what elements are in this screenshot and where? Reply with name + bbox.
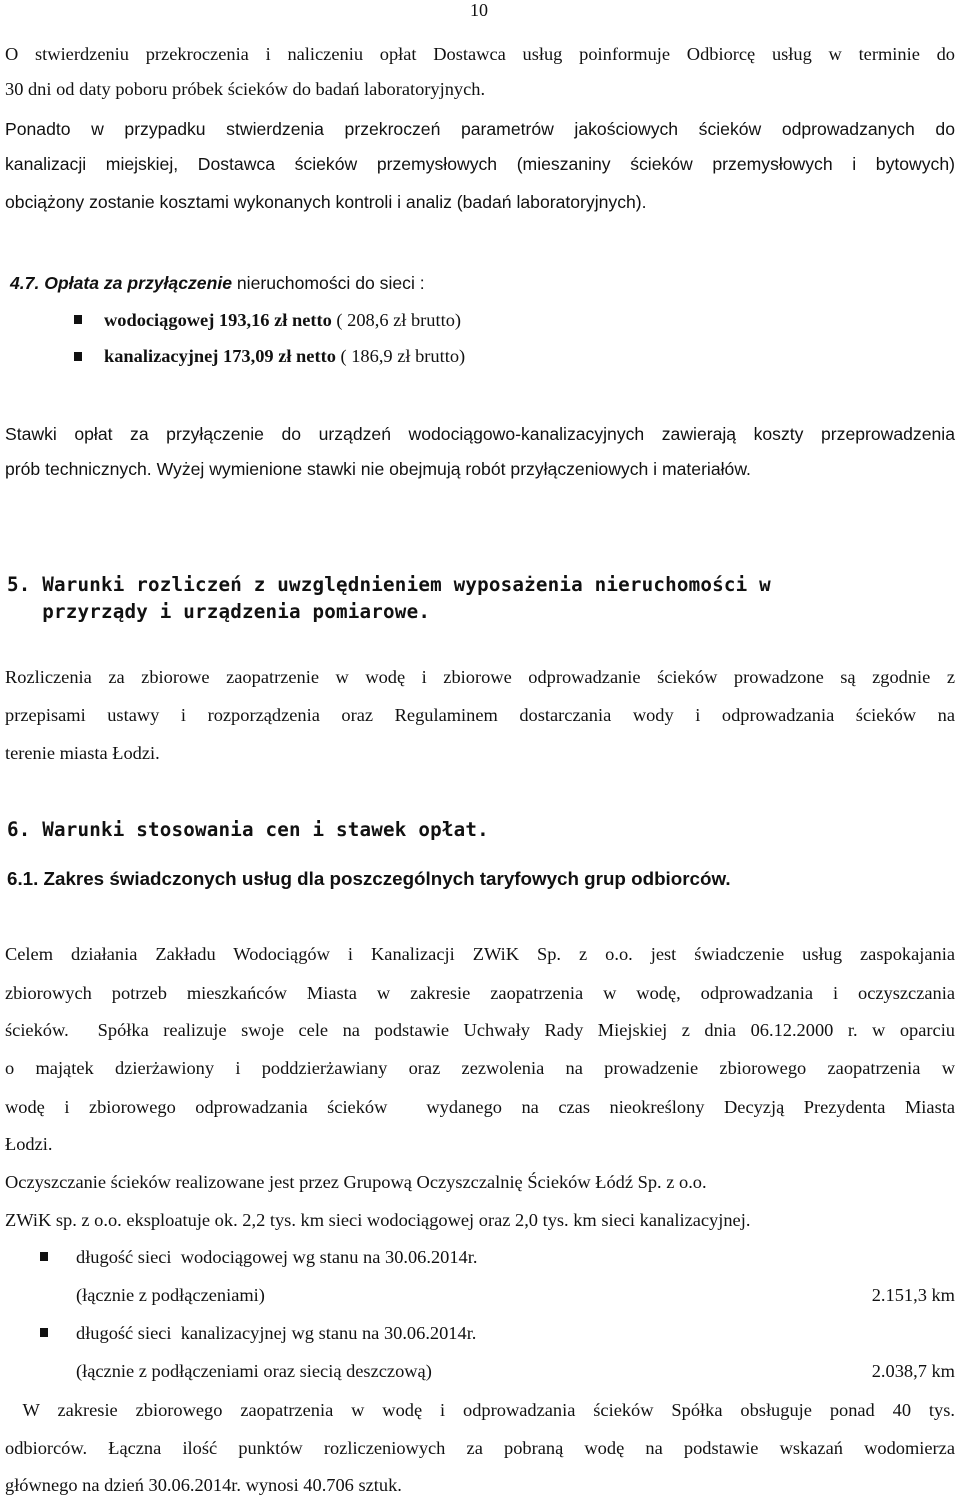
section-4-7-number: 4.7. — [10, 273, 40, 293]
paragraph-4-line-2: przepisami ustawy i rozporządzenia oraz Regulaminem dostarczania wody i odprowadzania ścieków na — [5, 705, 955, 725]
fee-sewer-gross: ( 186,9 zł brutto) — [340, 346, 466, 366]
paragraph-8-line-1: W zakresie zbiorowego zaopatrzenia w wodę i odprowadzania ścieków Spółka obsługuje ponad 40 tys. — [5, 1400, 955, 1420]
paragraph-2-line-3: obciążony zostanie kosztami wykonanych kontroli i analiz (badań laboratoryjnych). — [5, 192, 647, 212]
paragraph-3-line-2: prób technicznych. Wyżej wymienione stawki nie obejmują robót przyłączeniowych i materiałów. — [5, 459, 751, 479]
section-5-heading-line-2: przyrządy i urządzenia pomiarowe. — [7, 600, 431, 623]
section-6-1-heading: 6.1. Zakres świadczonych usług dla poszczególnych taryfowych grup odbiorców. — [7, 868, 731, 889]
bullet-icon — [74, 315, 82, 324]
paragraph-8-line-3: głównego na dzień 30.06.2014r. wynosi 40.706 sztuk. — [5, 1475, 402, 1495]
bullet-icon — [40, 1328, 48, 1337]
paragraph-5-line-6: Łodzi. — [5, 1134, 53, 1154]
list-item-water-label: długość sieci wodociągowej wg stanu na 30.06.2014r. — [76, 1247, 478, 1267]
section-4-7-rest: nieruchomości do sieci : — [236, 273, 425, 293]
paragraph-5-line-5: wodę i zbiorowego odprowadzania ścieków wydanego na czas nieokreślony Decyzją Prezydenta Miasta — [5, 1097, 955, 1117]
section-6-heading: 6. Warunki stosowania cen i stawek opłat. — [7, 818, 489, 841]
paragraph-2-line-1: Ponadto w przypadku stwierdzenia przekroczeń parametrów jakościowych ścieków odprowadzanych do — [5, 119, 955, 139]
list-item-water-sub: (łącznie z podłączeniami) — [76, 1285, 265, 1305]
fee-water-item — [104, 309, 461, 331]
paragraph-4-line-3: terenie miasta Łodzi. — [5, 743, 160, 763]
list-item-sewer-sub: (łącznie z podłączeniami oraz siecią deszczową) — [76, 1361, 432, 1381]
paragraph-8-line-2: odbiorców. Łączna ilość punktów rozliczeniowych za pobraną wodę na podstawie wskazań wodomierza — [5, 1438, 955, 1458]
fee-sewer-net: kanalizacyjnej 173,09 zł netto — [104, 346, 336, 366]
paragraph-4-line-1: Rozliczenia za zbiorowe zaopatrzenie w wodę i zbiorowe odprowadzanie ścieków prowadzone są zgodnie z — [5, 667, 955, 687]
list-item-sewer-label: długość sieci kanalizacyjnej wg stanu na 30.06.2014r. — [76, 1323, 477, 1343]
fee-water-net: wodociągowej 193,16 zł netto — [104, 310, 332, 330]
paragraph-3-line-1: Stawki opłat za przyłączenie do urządzeń wodociągowo-kanalizacyjnych zawierają koszty przeprowadzenia — [5, 424, 955, 444]
paragraph-2-line-2: kanalizacji miejskiej, Dostawca ścieków przemysłowych (mieszaniny ścieków przemysłowych i bytowych) — [5, 154, 955, 174]
paragraph-5-line-2: zbiorowych potrzeb mieszkańców Miasta w zakresie zaopatrzenia w wodę, odprowadzania i oczyszczania — [5, 983, 955, 1003]
fee-water-gross: ( 208,6 zł brutto) — [336, 310, 462, 330]
page-number: 10 — [470, 0, 488, 20]
section-4-7-heading — [10, 272, 960, 294]
paragraph-5-line-3: ścieków. Spółka realizuje swoje cele na podstawie Uchwały Rady Miejskiej z dnia 06.12.2000 r. w oparciu — [5, 1020, 955, 1040]
bullet-icon — [74, 352, 82, 361]
paragraph-5-line-1: Celem działania Zakładu Wodociągów i Kanalizacji ZWiK Sp. z o.o. jest świadczenie usług zaspokajania — [5, 944, 955, 964]
list-item-water-value: 2.151,3 km — [871, 1285, 955, 1305]
list-item-sewer-value: 2.038,7 km — [871, 1361, 955, 1381]
paragraph-7: ZWiK sp. z o.o. eksploatuje ok. 2,2 tys. km sieci wodociągowej oraz 2,0 tys. km sieci kanalizacyjnej. — [5, 1210, 751, 1230]
paragraph-5-line-4: o majątek dzierżawiony i poddzierżawiany oraz zezwolenia na prowadzenie zbiorowego zaopatrzenia w — [5, 1058, 955, 1078]
bullet-icon — [40, 1252, 48, 1261]
paragraph-1-line-2: 30 dni od daty poboru próbek ścieków do badań laboratoryjnych. — [5, 79, 486, 99]
paragraph-6: Oczyszczanie ścieków realizowane jest przez Grupową Oczyszczalnię Ścieków Łódź Sp. z o.o. — [5, 1172, 707, 1192]
section-5-heading-line-1: 5. Warunki rozliczeń z uwzględnieniem wyposażenia nieruchomości w — [7, 573, 771, 596]
paragraph-1-line-1: O stwierdzeniu przekroczenia i naliczeniu opłat Dostawca usług poinformuje Odbiorcę usług w terminie do — [5, 44, 955, 64]
fee-sewer-item — [104, 345, 465, 367]
section-4-7-title: Opłata za przyłączenie — [44, 273, 232, 293]
